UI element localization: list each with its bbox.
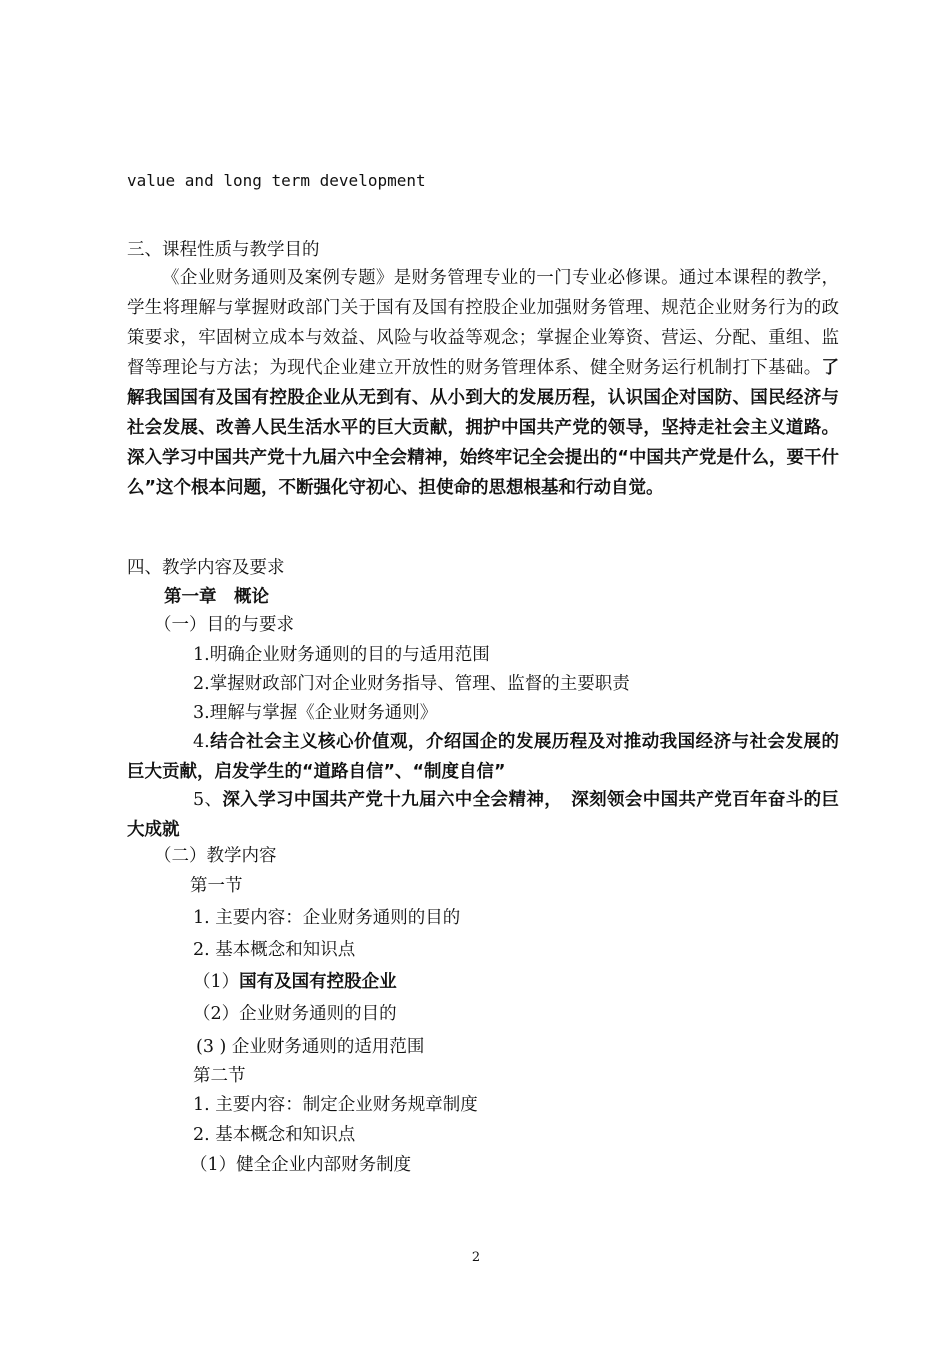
section-2-item-2: 2. 基本概念和知识点 (193, 1125, 356, 1145)
part2-heading: （二）教学内容 (154, 846, 277, 866)
section-2-sub-1: （1）健全企业内部财务制度 (190, 1155, 412, 1175)
section-1-item-1: 1. 主要内容：企业财务通则的目的 (193, 908, 461, 928)
section-1-item-2: 2. 基本概念和知识点 (193, 940, 356, 960)
section-1-title: 第一节 (190, 876, 243, 896)
section-1-sub-1-number: （1） (193, 972, 240, 992)
requirement-5-number: 5、 (193, 790, 223, 810)
requirement-5-bold: 深入学习中国共产党十九届六中全会精神， 深刻领会中国共产党百年奋斗的巨大成就 (127, 790, 839, 840)
requirement-5 (127, 785, 839, 845)
requirement-4-number: 4. (193, 732, 210, 752)
section-2-item-1: 1. 主要内容：制定企业财务规章制度 (193, 1095, 478, 1115)
requirement-2: 2.掌握财政部门对企业财务指导、管理、监督的主要职责 (193, 674, 630, 694)
section3-heading: 三、课程性质与教学目的 (127, 240, 320, 260)
part1-heading: （一）目的与要求 (154, 615, 294, 635)
section3-paragraph-normal: 《企业财务通则及案例专题》是财务管理专业的一门专业必修课。通过本课程的教学，学生将理解与掌握财政部门关于国有及国有控股企业加强财务管理、规范企业财务行为的政策要求，牢固树立成本与效益、风险与收益等观念；掌握企业筹资、营运、分配、重组、监督等理论与方法；为现代企业建立开放性的财务管理体系、健全财务运行机制打下基础。 (127, 268, 839, 378)
requirement-3: 3.理解与掌握《企业财务通则》 (193, 703, 438, 723)
section-1-sub-1-bold: 国有及国有控股企业 (239, 972, 397, 992)
requirement-1: 1.明确企业财务通则的目的与适用范围 (193, 645, 490, 665)
intro-tail-text: value and long term development (127, 171, 426, 190)
requirement-4 (127, 727, 839, 787)
section3-paragraph (127, 263, 839, 503)
section-2-title: 第二节 (193, 1066, 246, 1086)
section-1-sub-2: （2）企业财务通则的目的 (193, 1004, 397, 1024)
requirement-4-bold: 结合社会主义核心价值观，介绍国企的发展历程及对推动我国经济与社会发展的巨大贡献，启发学生的“道路自信”、“制度自信” (127, 732, 839, 782)
section-1-sub-1 (193, 969, 397, 995)
chapter-title: 第一章 概论 (164, 587, 269, 607)
section4-heading: 四、教学内容及要求 (127, 558, 285, 578)
section3-paragraph-bold: 了解我国国有及国有控股企业从无到有、从小到大的发展历程，认识国企对国防、国民经济与社会发展、改善人民生活水平的巨大贡献，拥护中国共产党的领导，坚持走社会主义道路。深入学习中国共产党十九届六中全会精神，始终牢记全会提出的“中国共产党是什么，要干什么”这个根本问题，不断强化守初心、担使命的思想根基和行动自觉。 (127, 358, 839, 498)
section-1-sub-3: (3 ) 企业财务通则的适用范围 (196, 1037, 425, 1057)
page-number: 2 (471, 1250, 481, 1265)
